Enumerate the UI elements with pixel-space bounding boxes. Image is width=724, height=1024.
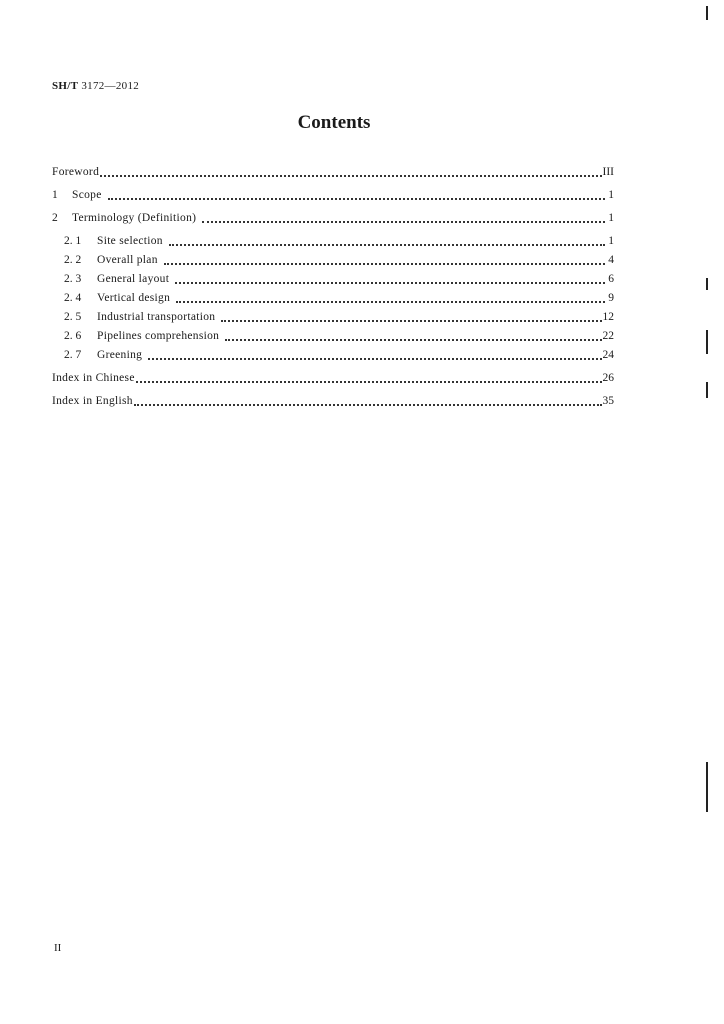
table-of-contents	[52, 163, 614, 411]
toc-page: 35	[602, 395, 614, 407]
scan-artifact	[706, 6, 708, 20]
toc-entry-2-5[interactable]	[52, 308, 614, 327]
toc-entry-2-1[interactable]	[52, 232, 614, 251]
toc-leader	[176, 301, 605, 303]
toc-page: 9	[608, 292, 614, 304]
standard-prefix: SH/T	[52, 80, 79, 92]
toc-leader	[221, 320, 601, 322]
toc-page: 24	[602, 349, 614, 361]
toc-leader	[225, 339, 601, 341]
toc-number: 2. 3	[64, 273, 82, 285]
toc-entry-index-chinese[interactable]	[52, 369, 614, 388]
scan-artifact	[706, 278, 708, 290]
toc-leader	[164, 263, 605, 265]
toc-page: 1	[608, 212, 614, 224]
toc-leader	[148, 358, 601, 360]
toc-label: Pipelines comprehension	[97, 330, 220, 342]
toc-label: Site selection	[97, 235, 163, 247]
toc-entry-terminology[interactable]	[52, 209, 614, 228]
toc-page: 26	[602, 372, 614, 384]
toc-number: 2. 4	[64, 292, 82, 304]
toc-number: 2. 6	[64, 330, 82, 342]
toc-leader	[134, 404, 602, 406]
toc-number: 2	[52, 212, 58, 224]
toc-entry-2-3[interactable]	[52, 270, 614, 289]
toc-label: Industrial transportation	[97, 311, 216, 323]
standard-number: 3172—2012	[81, 80, 140, 92]
toc-page: III	[602, 166, 614, 178]
toc-label: General layout	[97, 273, 170, 285]
toc-page: 4	[608, 254, 614, 266]
toc-label: Foreword	[52, 166, 100, 178]
toc-number: 2. 1	[64, 235, 82, 247]
toc-label: Greening	[97, 349, 143, 361]
toc-entry-2-4[interactable]	[52, 289, 614, 308]
toc-leader	[108, 198, 605, 200]
toc-label: Vertical design	[97, 292, 171, 304]
toc-entry-scope[interactable]	[52, 186, 614, 205]
toc-label: Index in English	[52, 395, 133, 407]
toc-number: 2. 5	[64, 311, 82, 323]
toc-entry-index-english[interactable]	[52, 392, 614, 411]
toc-page: 22	[602, 330, 614, 342]
toc-leader	[100, 175, 601, 177]
toc-label: Scope	[72, 189, 102, 201]
toc-entry-2-2[interactable]	[52, 251, 614, 270]
toc-number: 2. 2	[64, 254, 82, 266]
toc-entry-2-7[interactable]	[52, 346, 614, 365]
scan-artifact	[706, 762, 708, 812]
toc-page: 1	[608, 235, 614, 247]
toc-number: 1	[52, 189, 58, 201]
toc-entry-foreword[interactable]	[52, 163, 614, 182]
toc-label: Terminology (Definition)	[72, 212, 197, 224]
toc-number: 2. 7	[64, 349, 82, 361]
toc-page: 6	[608, 273, 614, 285]
page-number: II	[54, 942, 62, 954]
standard-code	[52, 80, 139, 92]
page-title: Contents	[297, 112, 371, 133]
toc-page: 1	[608, 189, 614, 201]
toc-label: Overall plan	[97, 254, 158, 266]
scan-artifact	[706, 330, 708, 354]
scan-artifact	[706, 382, 708, 398]
toc-leader	[169, 244, 605, 246]
toc-leader	[136, 381, 602, 383]
toc-entry-2-6[interactable]	[52, 327, 614, 346]
toc-label: Index in Chinese	[52, 372, 135, 384]
toc-leader	[202, 221, 605, 223]
toc-leader	[175, 282, 605, 284]
toc-page: 12	[602, 311, 614, 323]
